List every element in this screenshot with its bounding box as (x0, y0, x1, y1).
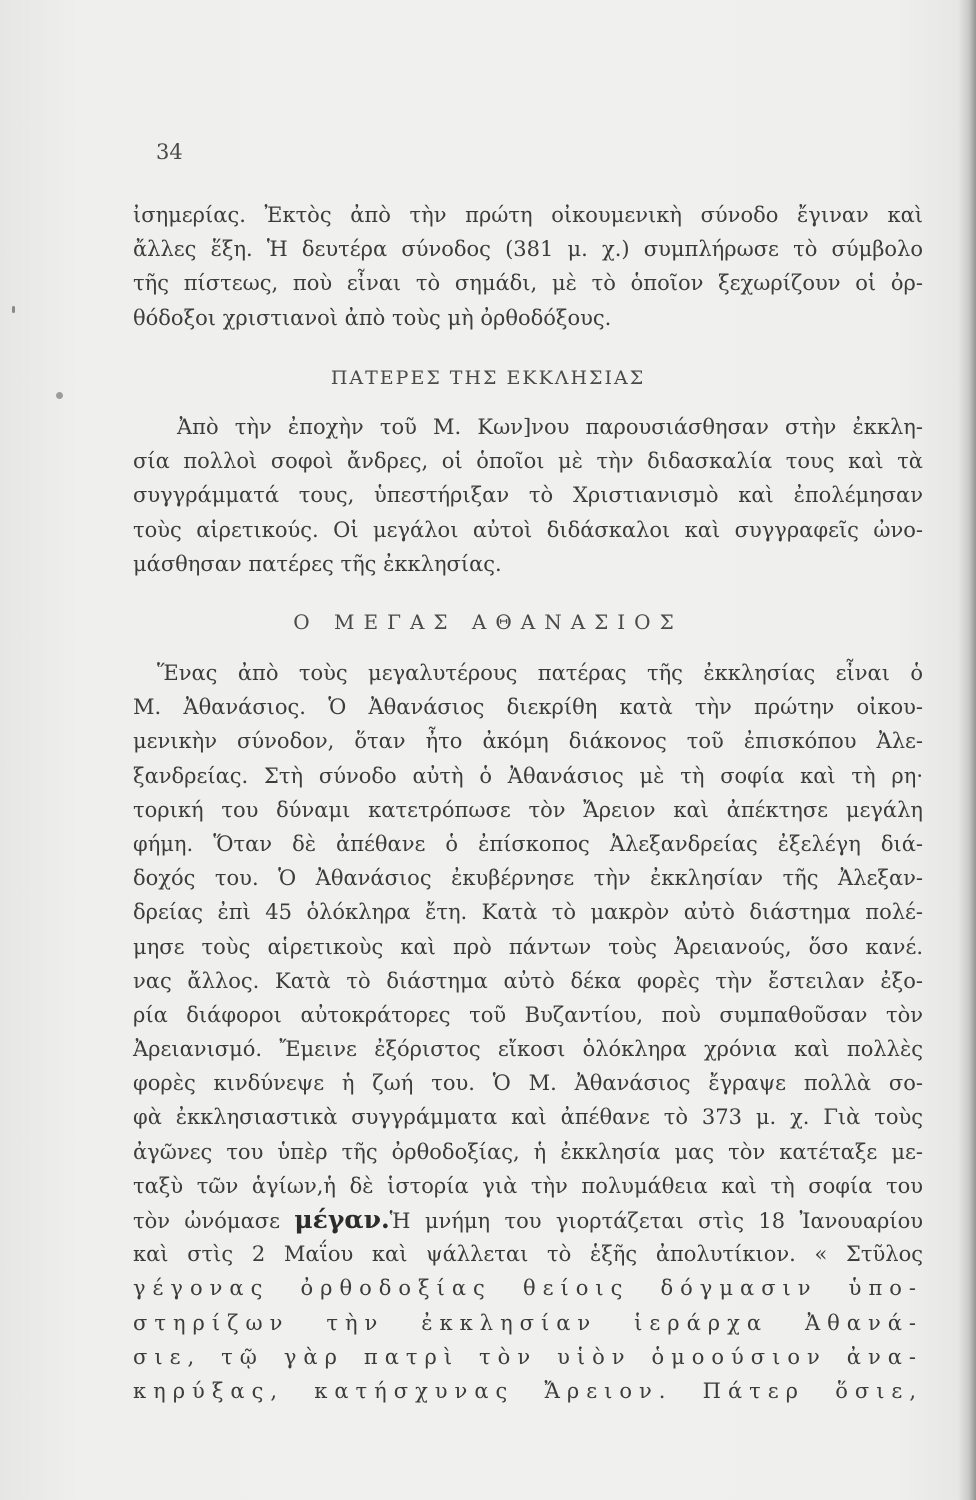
text-line: ταξὺ τῶν ἁγίων,ἡ δὲ ἱστορία γιὰ τὴν πολυμάθεια καὶ τὴ σοφία του (133, 1173, 923, 1198)
text-line: σία πολλοὶ σοφοὶ ἄνδρες, οἱ ὁποῖοι μὲ τὴν διδασκαλία τους καὶ τὰ (133, 449, 923, 474)
text-line: θόδοξοι χριστιανοὶ ἀπὸ τοὺς μὴ ὀρθοδόξους. (133, 305, 612, 330)
text-line: νας ἄλλος. Κατὰ τὸ διάστημα αὐτὸ δέκα φορὲς τὴν ἔστειλαν ἐξο- (133, 968, 923, 993)
margin-mark-2 (56, 392, 63, 399)
text-line: Μ. Ἀθανάσιος. Ὁ Ἀθανάσιος διεκρίθη κατὰ τὴν πρώτην οἰκου- (133, 695, 923, 720)
heading-church-fathers: ΠΑΤΕΡΕΣ ΤΗΣ ΕΚΚΛΗΣΙΑΣ (330, 367, 646, 389)
page-edge-shadow (958, 0, 976, 1500)
text-line: τῆς πίστεως, ποὺ εἶναι τὸ σημάδι, μὲ τὸ ὁποῖον ξεχωρίζουν οἱ ὀρ- (133, 271, 923, 296)
text-line: τοὺς αἱρετικούς. Οἱ μεγάλοι αὐτοὶ διδάσκαλοι καὶ συγγραφεῖς ὠνο- (133, 517, 923, 542)
hymn-line: στηρίζων τὴν ἐκκλησίαν ἱεράρχα Ἀθανά- (133, 1310, 923, 1335)
paragraph-athanasius (133, 656, 923, 1408)
hymn-line: γέγονας ὀρθοδοξίας θείοις δόγμασιν ὑπο- (133, 1276, 923, 1301)
text-line: ξανδρείας. Στὴ σύνοδο αὐτὴ ὁ Ἀθανάσιος μὲ τὴ σοφία καὶ τὴ ρη· (133, 763, 923, 788)
text-line: ρία διάφοροι αὐτοκράτορες τοῦ Βυζαντίου, ποὺ συμπαθοῦσαν τὸν (133, 1002, 923, 1027)
megan-suffix: Ἡ μνήμη του γιορτάζεται στὶς 18 Ἰανουαρίου (389, 1209, 923, 1233)
text-line: ἰσημερίας. Ἐκτὸς ἀπὸ τὴν πρώτη οἰκουμενικὴ σύνοδο ἔγιναν καὶ (133, 203, 923, 227)
paragraph-councils (133, 198, 923, 335)
text-line: φήμη. Ὅταν δὲ ἀπέθανε ὁ ἐπίσκοπος Ἀλεξανδρείας ἐξελέγη διά- (133, 831, 923, 856)
text-line: ἄλλες ἕξη. Ἡ δευτέρα σύνοδος (381 μ. χ.) συμπλήρωσε τὸ σύμβολο (133, 237, 923, 262)
hymn-line: σιε, τῷ γὰρ πατρὶ τὸν υἱὸν ὁμοούσιον ἀνα- (133, 1344, 923, 1369)
text-line: δρείας ἐπὶ 45 ὁλόκληρα ἔτη. Κατὰ τὸ μακρὸν αὐτὸ διάστημα πολέ- (133, 900, 923, 925)
margin-mark-1 (12, 306, 15, 313)
text-line: τορική του δύναμι κατετρόπωσε τὸν Ἄρειον καὶ ἀπέκτησε μεγάλη (133, 797, 923, 822)
hymn-line: κηρύξας, κατήσχυνας Ἄρειον. Πάτερ ὅσιε, (133, 1378, 923, 1403)
text-line: μάσθησαν πατέρες τῆς ἐκκλησίας. (133, 551, 502, 576)
text-line: φὰ ἐκκλησιαστικὰ συγγράμματα καὶ ἀπέθανε τὸ 373 μ. χ. Γιὰ τοὺς (133, 1105, 923, 1130)
megan-emphasis: μέγαν. (294, 1205, 390, 1234)
text-line: Ἀπὸ τὴν ἐποχὴν τοῦ Μ. Κων]νου παρουσιάσθησαν στὴν ἐκκλη- (177, 415, 923, 439)
text-line: μενικὴν σύνοδον, ὅταν ἦτο ἀκόμη διάκονος τοῦ ἐπισκόπου Ἀλε- (133, 729, 923, 754)
text-line: καὶ στὶς 2 Μαΐου καὶ ψάλλεται τὸ ἑξῆς ἀπολυτίκιον. « Στῦλος (133, 1242, 923, 1267)
paragraph-church-fathers (133, 410, 923, 581)
text-line-megan (133, 1203, 923, 1237)
megan-prefix: τὸν ὠνόμασε (133, 1209, 295, 1233)
text-line: φορὲς κινδύνεψε ἡ ζωή του. Ὁ Μ. Ἀθανάσιος ἔγραψε πολλὰ σο- (133, 1071, 923, 1096)
heading-athanasius: Ο ΜΕΓΑΣ ΑΘΑΝΑΣΙΟΣ (293, 610, 683, 634)
page-number: 34 (156, 140, 183, 164)
text-line: συγγράμματά τους, ὑπεστήριξαν τὸ Χριστιανισμὸ καὶ ἐπολέμησαν (133, 483, 923, 508)
text-line: μησε τοὺς αἱρετικοὺς καὶ πρὸ πάντων τοὺς Ἀρειανούς, ὅσο κανέ. (133, 934, 923, 959)
text-line: Ἀρειανισμό. Ἔμεινε ἐξόριστος εἴκοσι ὁλόκληρα χρόνια καὶ πολλὲς (133, 1037, 923, 1062)
text-line: δοχός του. Ὁ Ἀθανάσιος ἐκυβέρνησε τὴν ἐκκλησίαν τῆς Ἀλεξαν- (133, 866, 923, 891)
text-line: Ἕνας ἀπὸ τοὺς μεγαλυτέρους πατέρας τῆς ἐκκλησίας εἶναι ὁ (157, 661, 923, 685)
text-line: ἀγῶνες του ὑπὲρ τῆς ὀρθοδοξίας, ἡ ἐκκλησία μας τὸν κατέταξε με- (133, 1139, 923, 1164)
